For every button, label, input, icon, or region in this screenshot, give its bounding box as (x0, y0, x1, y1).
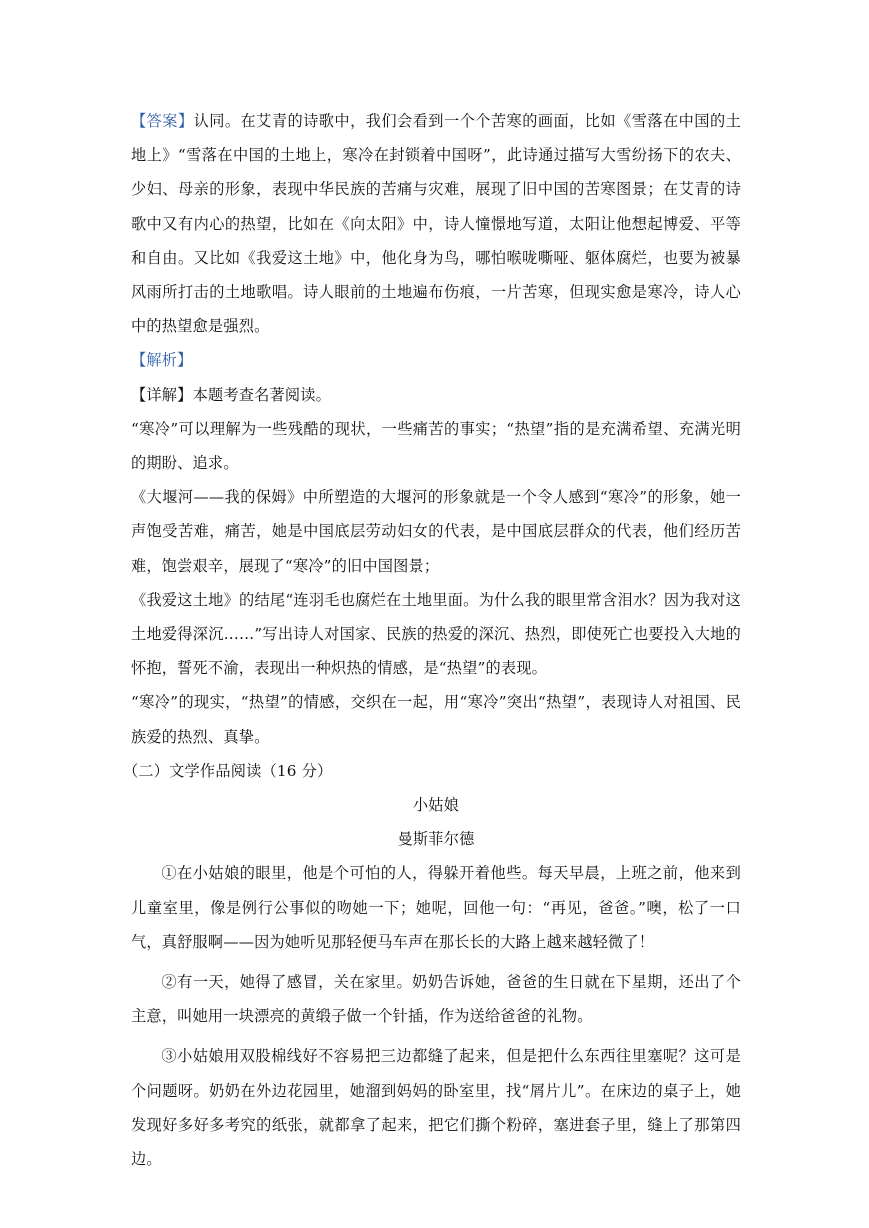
analysis-paragraph: “寒冷”的现实，“热望”的情感，交织在一起，用“寒冷”突出“热望”，表现诗人对祖国、民族爱的热烈、真挚。 (131, 693, 741, 746)
story-paragraph: ③小姑娘用双股棉线好不容易把三边都缝了起来，但是把什么东西往里塞呢？这可是个问题呀。奶奶在外边花园里，她溜到妈妈的卧室里，找“屑片儿”。在床边的桌子上，她发现好多好多考究的纸张，就都拿了起来，把它们撕个粉碎，塞进套子里，缝上了那第四边。 (131, 1047, 741, 1169)
answer-paragraph (131, 104, 741, 343)
detail-paragraph (131, 378, 741, 412)
story-paragraph: ②有一天，她得了感冒，关在家里。奶奶告诉她，爸爸的生日就在下星期，还出了个主意，叫她用一块漂亮的黄缎子做一个针插，作为送给爸爸的礼物。 (131, 973, 741, 1026)
section-heading: （二）文学作品阅读（16 分） (123, 761, 333, 780)
analysis-heading (131, 343, 741, 377)
analysis-label: 【解析】 (131, 351, 193, 370)
story-author: 曼斯菲尔德 (397, 830, 475, 849)
detail-text: 本题考查名著阅读。 (192, 385, 332, 404)
analysis-paragraph: 《大堰河——我的保姆》中所塑造的大堰河的形象就是一个令人感到“寒冷”的形象，她一声饱受苦难，痛苦，她是中国底层劳动妇女的代表，是中国底层群众的代表，他们经历苦难，饱尝艰辛，展现了“寒冷”的旧中国图景； (131, 488, 741, 575)
story-paragraph: ①在小姑娘的眼里，他是个可怕的人，得躲开着他些。每天早晨，上班之前，他来到儿童室里，像是例行公事似的吻她一下；她呢，回他一句：“再见，爸爸。”噢，松了一口气，真舒服啊——因为她听见那轻便马车声在那长长的大路上越来越轻微了！ (131, 864, 741, 951)
document-body (123, 104, 741, 1176)
detail-label: 【详解】 (131, 385, 193, 404)
analysis-paragraph: “寒冷”可以理解为一些残酷的现状，一些痛苦的事实；“热望”指的是充满希望、充满光明的期盼、追求。 (131, 419, 741, 473)
answer-label: 【答案】 (131, 112, 194, 130)
analysis-paragraph: 《我爱这土地》的结尾“连羽毛也腐烂在土地里面。为什么我的眼里常含泪水？因为我对这土地爱得深沉……”写出诗人对国家、民族的热爱的深沉、热烈，即使死亡也要投入大地的怀抱，誓死不渝，表现出一种炽热的情感，是“热望”的表现。 (131, 590, 741, 678)
answer-text: 认同。在艾青的诗歌中，我们会看到一个个苦寒的画面，比如《雪落在中国的土地上》“雪落在中国的土地上，寒冷在封锁着中国呀”，此诗通过描写大雪纷扬下的农夫、少妇、母亲的形象，表现中华民族的苦痛与灾难，展现了旧中国的苦寒图景；在艾青的诗歌中又有内心的热望，比如在《向太阳》中，诗人憧憬地写道，太阳让他想起博爱、平等和自由。又比如《我爱这土地》中，他化身为鸟，哪怕喉咙嘶哑、躯体腐烂，也要为被暴风雨所打击的土地歌唱。诗人眼前的土地遍布伤痕，一片苦寒，但现实愈是寒冷，诗人心中的热望愈是强烈。 (131, 112, 741, 336)
story-title: 小姑娘 (412, 796, 460, 815)
